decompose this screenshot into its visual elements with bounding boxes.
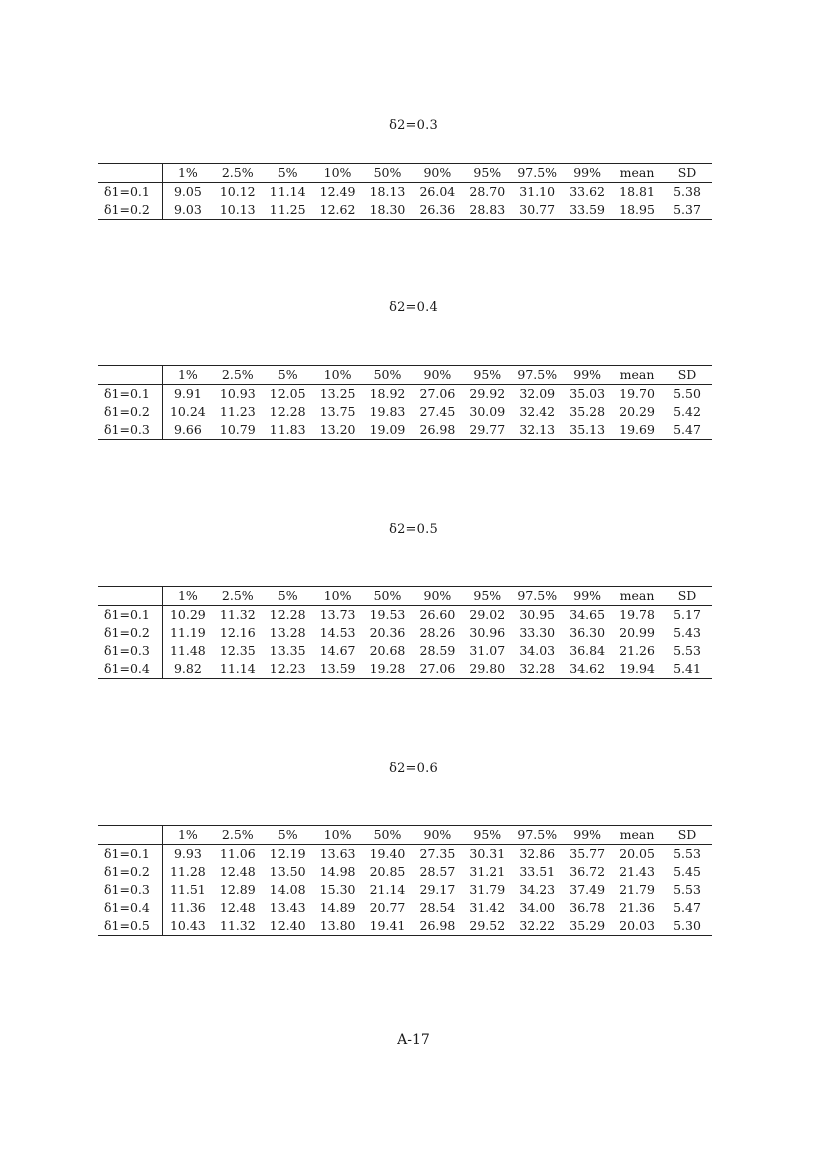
- table-cell: 11.28: [169, 864, 206, 879]
- column-header: 1%: [162, 587, 212, 606]
- table-row: [98, 881, 712, 899]
- quantile-table: [98, 365, 712, 440]
- table-cell: 28.54: [419, 900, 456, 915]
- table-cell: 12.28: [269, 607, 306, 622]
- row-label: δ1=0.1: [98, 606, 162, 625]
- table-cell: 26.60: [419, 607, 456, 622]
- table-cell: 29.80: [462, 660, 512, 679]
- table-cell: 34.23: [519, 882, 556, 897]
- table-cell: 14.53: [319, 625, 356, 640]
- table-row: [98, 421, 712, 440]
- table-cell: 35.03: [569, 386, 606, 401]
- table-cell: 10.24: [169, 404, 206, 419]
- table-cell: 9.66: [162, 421, 212, 440]
- column-header: 10%: [313, 164, 363, 183]
- table-cell: 18.95: [612, 201, 662, 220]
- table-cell: 19.53: [369, 607, 406, 622]
- table-cell: 5.17: [673, 607, 701, 622]
- table-row: [98, 917, 712, 936]
- table-cell: 9.93: [173, 846, 202, 861]
- table-cell: 20.03: [612, 917, 662, 936]
- table-cell: 36.30: [569, 625, 606, 640]
- table-cell: 13.35: [269, 643, 306, 658]
- table-cell: 19.40: [369, 846, 406, 861]
- table-cell: 20.05: [619, 846, 655, 861]
- table-cell: 5.37: [662, 201, 712, 220]
- table-cell: 10.79: [213, 421, 263, 440]
- table-cell: 14.08: [269, 882, 306, 897]
- table-cell: 15.30: [319, 882, 356, 897]
- column-header: 10%: [313, 366, 363, 385]
- table-cell: 20.77: [369, 900, 406, 915]
- table-cell: 30.31: [469, 846, 506, 861]
- table-cell: 30.09: [469, 404, 506, 419]
- table-cell: 26.98: [412, 917, 462, 936]
- row-label: δ1=0.2: [98, 863, 162, 881]
- table-cell: 31.42: [469, 900, 506, 915]
- table-cell: 35.29: [562, 917, 612, 936]
- column-header: 99%: [562, 587, 612, 606]
- table-cell: 11.14: [213, 660, 263, 679]
- header-row: [98, 587, 712, 606]
- table-cell: 12.48: [219, 864, 256, 879]
- table-cell: 32.22: [512, 917, 562, 936]
- table-cell: 36.78: [569, 900, 606, 915]
- column-header: 90%: [412, 366, 462, 385]
- table-caption: δ2=0.5: [389, 522, 438, 537]
- table-cell: 13.73: [319, 607, 356, 622]
- table-cell: 14.89: [319, 900, 356, 915]
- column-header: 2.5%: [213, 587, 263, 606]
- table-cell: 20.29: [619, 404, 655, 419]
- column-header: 10%: [313, 826, 363, 845]
- table-cell: 35.13: [562, 421, 612, 440]
- table-cell: 11.32: [219, 607, 256, 622]
- table-cell: 5.41: [662, 660, 712, 679]
- table-cell: 5.30: [662, 917, 712, 936]
- table-cell: 32.86: [519, 846, 556, 861]
- corner-cell: [98, 826, 162, 845]
- table-cell: 19.28: [363, 660, 413, 679]
- table-caption: δ2=0.6: [389, 761, 438, 776]
- table-cell: 34.62: [562, 660, 612, 679]
- column-header: 97.5%: [512, 826, 562, 845]
- column-header: 90%: [412, 164, 462, 183]
- table-cell: 27.06: [412, 660, 462, 679]
- table-cell: 10.93: [219, 386, 256, 401]
- table-cell: 32.09: [519, 386, 556, 401]
- table-cell: 18.13: [369, 184, 406, 199]
- table-cell: 10.43: [162, 917, 212, 936]
- table-cell: 10.12: [219, 184, 256, 199]
- column-header: 5%: [263, 164, 313, 183]
- table-cell: 11.32: [213, 917, 263, 936]
- column-header: 1%: [162, 366, 212, 385]
- row-label: δ1=0.2: [98, 403, 162, 421]
- table-cell: 33.30: [519, 625, 556, 640]
- column-header: 97.5%: [512, 587, 562, 606]
- table-cell: 31.21: [469, 864, 506, 879]
- table-cell: 11.23: [219, 404, 256, 419]
- table-cell: 10.29: [169, 607, 206, 622]
- table-caption: δ2=0.3: [389, 118, 438, 133]
- column-header: 2.5%: [213, 164, 263, 183]
- column-header: 50%: [363, 826, 413, 845]
- row-label: δ1=0.1: [98, 183, 162, 202]
- table-cell: 19.78: [619, 607, 655, 622]
- table-cell: 34.00: [519, 900, 556, 915]
- table-cell: 21.14: [369, 882, 406, 897]
- table-cell: 27.45: [419, 404, 456, 419]
- table-cell: 13.80: [313, 917, 363, 936]
- table-cell: 19.70: [619, 386, 655, 401]
- table-row: [98, 624, 712, 642]
- table-cell: 5.38: [673, 184, 701, 199]
- column-header: 1%: [162, 164, 212, 183]
- table-caption: δ2=0.4: [389, 300, 438, 315]
- table-cell: 12.49: [319, 184, 356, 199]
- column-header: mean: [612, 164, 662, 183]
- corner-cell: [98, 366, 162, 385]
- column-header: 90%: [412, 826, 462, 845]
- corner-cell: [98, 587, 162, 606]
- table-cell: 36.72: [569, 864, 606, 879]
- table-cell: 26.04: [419, 184, 456, 199]
- table-row: [98, 403, 712, 421]
- table-cell: 29.52: [462, 917, 512, 936]
- table-cell: 5.47: [673, 900, 701, 915]
- table-cell: 11.06: [219, 846, 256, 861]
- table-cell: 19.69: [612, 421, 662, 440]
- table-cell: 5.53: [673, 846, 701, 861]
- row-label: δ1=0.1: [98, 385, 162, 404]
- quantile-table: [98, 586, 712, 679]
- row-label: δ1=0.4: [98, 660, 162, 679]
- column-header: 95%: [462, 366, 512, 385]
- column-header: 97.5%: [512, 164, 562, 183]
- table-cell: 28.70: [469, 184, 506, 199]
- header-row: [98, 826, 712, 845]
- table-row: [98, 642, 712, 660]
- column-header: mean: [612, 826, 662, 845]
- table-cell: 21.36: [619, 900, 655, 915]
- column-header: 10%: [313, 587, 363, 606]
- table-cell: 21.26: [619, 643, 655, 658]
- table-cell: 19.83: [369, 404, 406, 419]
- table-cell: 12.05: [269, 386, 306, 401]
- table-cell: 34.65: [569, 607, 606, 622]
- row-label: δ1=0.5: [98, 917, 162, 936]
- table-cell: 12.62: [313, 201, 363, 220]
- table-row: [98, 201, 712, 220]
- column-header: 5%: [263, 587, 313, 606]
- table-cell: 11.83: [263, 421, 313, 440]
- table-cell: 27.06: [419, 386, 456, 401]
- column-header: 5%: [263, 826, 313, 845]
- column-header: 90%: [412, 587, 462, 606]
- row-label: δ1=0.4: [98, 899, 162, 917]
- table-cell: 10.13: [213, 201, 263, 220]
- row-label: δ1=0.3: [98, 881, 162, 899]
- table-cell: 29.92: [469, 386, 506, 401]
- table-cell: 5.53: [673, 643, 701, 658]
- table-cell: 36.84: [569, 643, 606, 658]
- table-cell: 13.43: [269, 900, 306, 915]
- column-header: SD: [662, 587, 712, 606]
- table-cell: 30.77: [512, 201, 562, 220]
- table-row: [98, 899, 712, 917]
- column-header: 50%: [363, 366, 413, 385]
- table-cell: 13.63: [319, 846, 356, 861]
- header-row: [98, 366, 712, 385]
- table-cell: 11.48: [169, 643, 206, 658]
- table-cell: 19.09: [363, 421, 413, 440]
- table-cell: 5.47: [662, 421, 712, 440]
- row-label: δ1=0.1: [98, 845, 162, 864]
- page-number: A-17: [397, 1032, 430, 1048]
- table-cell: 12.40: [263, 917, 313, 936]
- row-label: δ1=0.3: [98, 642, 162, 660]
- table-row: [98, 845, 712, 864]
- table-cell: 30.95: [519, 607, 556, 622]
- table-cell: 13.25: [319, 386, 356, 401]
- table-cell: 9.03: [162, 201, 212, 220]
- quantile-table: [98, 163, 712, 220]
- table-cell: 5.50: [673, 386, 701, 401]
- column-header: SD: [662, 164, 712, 183]
- row-label: δ1=0.3: [98, 421, 162, 440]
- table-cell: 11.51: [169, 882, 206, 897]
- table-cell: 37.49: [569, 882, 606, 897]
- table-cell: 12.28: [269, 404, 306, 419]
- table-row: [98, 863, 712, 881]
- table-cell: 11.14: [269, 184, 306, 199]
- table-cell: 18.81: [619, 184, 655, 199]
- table-row: [98, 660, 712, 679]
- table-cell: 19.94: [612, 660, 662, 679]
- table-cell: 27.35: [419, 846, 456, 861]
- table-cell: 31.10: [519, 184, 556, 199]
- column-header: 95%: [462, 587, 512, 606]
- table-cell: 11.25: [263, 201, 313, 220]
- table-cell: 13.75: [319, 404, 356, 419]
- table-cell: 32.42: [519, 404, 556, 419]
- table-cell: 12.89: [219, 882, 256, 897]
- table-cell: 30.96: [469, 625, 506, 640]
- column-header: mean: [612, 366, 662, 385]
- table-cell: 29.77: [462, 421, 512, 440]
- table-cell: 26.98: [412, 421, 462, 440]
- table-cell: 19.41: [363, 917, 413, 936]
- column-header: 95%: [462, 164, 512, 183]
- table-cell: 9.05: [173, 184, 202, 199]
- column-header: 99%: [562, 366, 612, 385]
- column-header: 95%: [462, 826, 512, 845]
- quantile-table: [98, 825, 712, 936]
- table-cell: 21.43: [619, 864, 655, 879]
- table-cell: 12.19: [269, 846, 306, 861]
- table-cell: 12.16: [219, 625, 256, 640]
- table-cell: 12.23: [263, 660, 313, 679]
- table-cell: 29.02: [469, 607, 506, 622]
- table-cell: 13.50: [269, 864, 306, 879]
- table-cell: 5.42: [673, 404, 701, 419]
- column-header: 1%: [162, 826, 212, 845]
- table-cell: 5.45: [673, 864, 701, 879]
- column-header: 99%: [562, 164, 612, 183]
- table-cell: 31.79: [469, 882, 506, 897]
- table-cell: 11.36: [169, 900, 206, 915]
- column-header: 5%: [263, 366, 313, 385]
- table-cell: 5.43: [673, 625, 701, 640]
- table-cell: 26.36: [412, 201, 462, 220]
- table-cell: 20.99: [619, 625, 655, 640]
- table-cell: 18.30: [363, 201, 413, 220]
- column-header: 50%: [363, 164, 413, 183]
- table-cell: 28.57: [419, 864, 456, 879]
- table-cell: 33.51: [519, 864, 556, 879]
- table-cell: 9.82: [162, 660, 212, 679]
- table-cell: 21.79: [619, 882, 655, 897]
- column-header: 50%: [363, 587, 413, 606]
- table-cell: 28.83: [462, 201, 512, 220]
- table-cell: 11.19: [169, 625, 206, 640]
- table-row: [98, 385, 712, 404]
- table-cell: 20.85: [369, 864, 406, 879]
- table-cell: 5.53: [673, 882, 701, 897]
- table-cell: 13.28: [269, 625, 306, 640]
- header-row: [98, 164, 712, 183]
- table-cell: 35.28: [569, 404, 606, 419]
- column-header: 2.5%: [213, 366, 263, 385]
- table-cell: 20.68: [369, 643, 406, 658]
- row-label: δ1=0.2: [98, 624, 162, 642]
- table-row: [98, 606, 712, 625]
- table-cell: 35.77: [569, 846, 606, 861]
- column-header: 2.5%: [213, 826, 263, 845]
- table-cell: 20.36: [369, 625, 406, 640]
- column-header: SD: [662, 366, 712, 385]
- table-cell: 33.59: [562, 201, 612, 220]
- table-cell: 28.59: [419, 643, 456, 658]
- table-cell: 31.07: [469, 643, 506, 658]
- table-cell: 34.03: [519, 643, 556, 658]
- table-row: [98, 183, 712, 202]
- table-cell: 12.48: [219, 900, 256, 915]
- table-cell: 32.28: [512, 660, 562, 679]
- table-cell: 33.62: [569, 184, 606, 199]
- corner-cell: [98, 164, 162, 183]
- table-cell: 14.98: [319, 864, 356, 879]
- table-cell: 14.67: [319, 643, 356, 658]
- table-cell: 32.13: [512, 421, 562, 440]
- table-cell: 18.92: [369, 386, 406, 401]
- table-cell: 9.91: [173, 386, 202, 401]
- table-cell: 29.17: [419, 882, 456, 897]
- table-cell: 13.59: [313, 660, 363, 679]
- table-cell: 12.35: [219, 643, 256, 658]
- column-header: 97.5%: [512, 366, 562, 385]
- column-header: 99%: [562, 826, 612, 845]
- table-cell: 13.20: [313, 421, 363, 440]
- table-cell: 28.26: [419, 625, 456, 640]
- row-label: δ1=0.2: [98, 201, 162, 220]
- column-header: mean: [612, 587, 662, 606]
- column-header: SD: [662, 826, 712, 845]
